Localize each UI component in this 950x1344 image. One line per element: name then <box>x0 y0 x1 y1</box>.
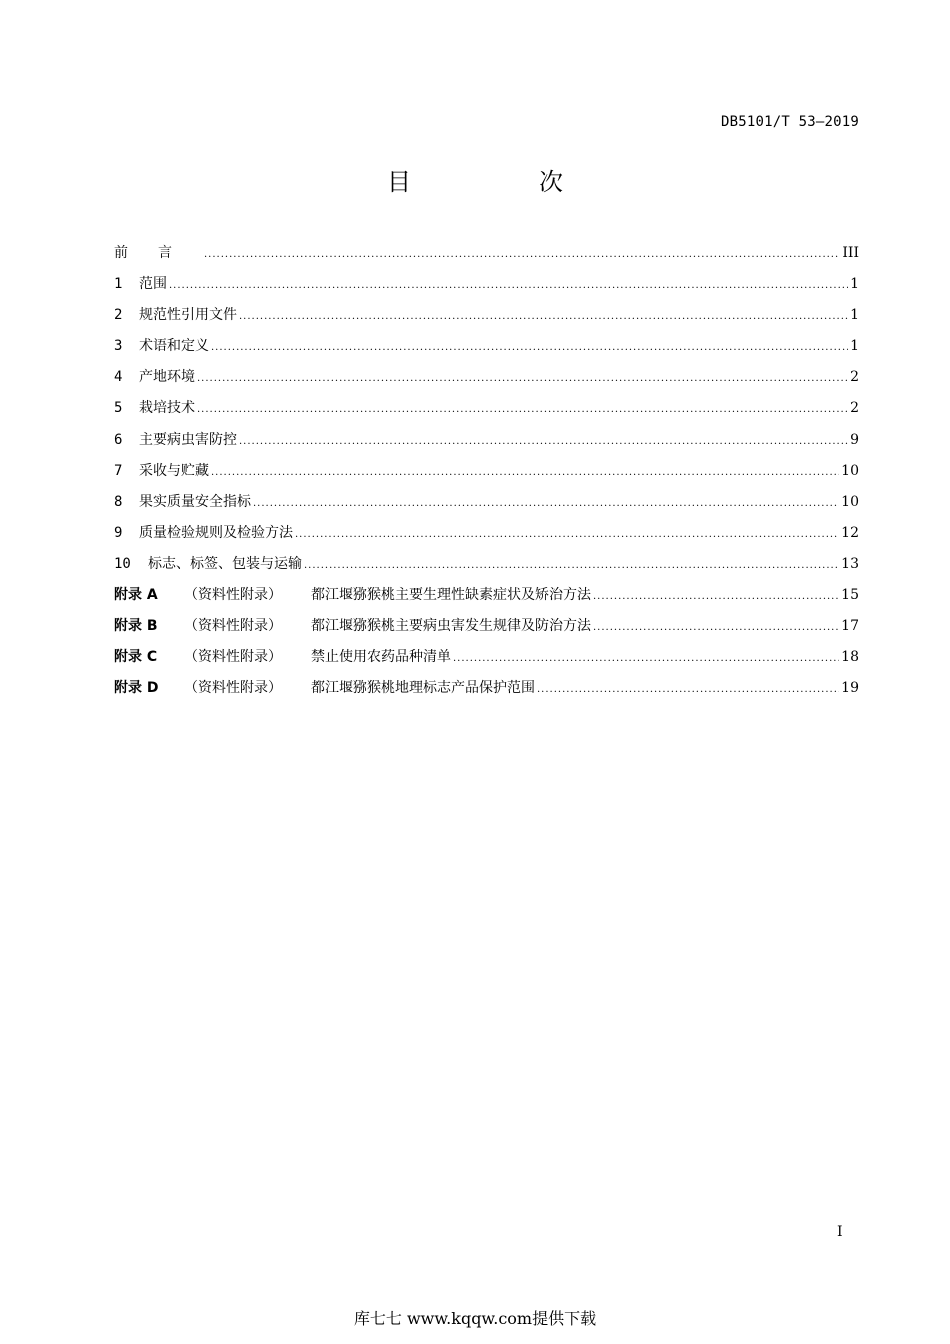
toc-annex-kind: （资料性附录） <box>184 587 282 604</box>
toc-entry-title: 都江堰猕猴桃主要生理性缺素症状及矫治方法 <box>311 587 591 604</box>
toc-leader-dots <box>537 684 839 695</box>
toc-leader-dots <box>304 560 839 571</box>
toc-entry-title: 都江堰猕猴桃主要病虫害发生规律及防治方法 <box>311 618 591 635</box>
toc-entry-title: 主要病虫害防控 <box>139 431 237 448</box>
toc-entry-page: 1 <box>850 338 859 355</box>
toc-leader-dots <box>204 249 840 260</box>
toc-entry-section-7[interactable] <box>114 460 859 491</box>
toc-entry-title: 前言 <box>114 245 202 261</box>
toc-entry-title: 标志、标签、包装与运输 <box>148 555 302 572</box>
toc-entry-section-9[interactable] <box>114 522 859 553</box>
toc-leader-dots <box>211 467 839 478</box>
toc-entry-number: 7 <box>114 462 123 479</box>
download-source-note: 库七七 www.kqqw.com提供下载 <box>353 1309 597 1328</box>
toc-entry-annex-d[interactable] <box>114 677 859 708</box>
toc-leader-dots <box>169 280 848 291</box>
toc-entry-page: 15 <box>841 587 859 604</box>
toc-leader-dots <box>211 342 848 353</box>
toc-leader-dots <box>253 498 839 509</box>
toc-entry-page: 18 <box>841 649 859 666</box>
toc-entry-section-2[interactable] <box>114 304 859 335</box>
toc-entry-number: 6 <box>114 431 123 448</box>
toc-entry-preface[interactable] <box>114 242 859 273</box>
toc-entry-number: 10 <box>114 555 131 572</box>
toc-leader-dots <box>239 311 848 322</box>
toc-entry-section-10[interactable] <box>114 553 859 584</box>
toc-leader-dots <box>453 653 839 664</box>
toc-entry-number: 8 <box>114 493 123 510</box>
toc-entry-page: III <box>842 245 859 261</box>
toc-leader-dots <box>593 591 839 602</box>
page-title: 目 次 <box>387 168 615 196</box>
toc-annex-kind: （资料性附录） <box>184 618 282 635</box>
toc-leader-dots <box>197 404 848 415</box>
toc-entry-page: 2 <box>850 400 859 417</box>
toc-entry-title: 都江堰猕猴桃地理标志产品保护范围 <box>311 680 535 697</box>
toc-entry-title: 产地环境 <box>139 369 195 386</box>
toc-annex-prefix: 附录 D <box>114 680 159 697</box>
toc-entry-title: 禁止使用农药品种清单 <box>311 649 451 666</box>
page-number: I <box>837 1224 843 1240</box>
toc-entry-page: 2 <box>850 369 859 386</box>
toc-entry-number: 9 <box>114 524 123 541</box>
toc-leader-dots <box>295 529 839 540</box>
toc-annex-prefix: 附录 B <box>114 618 158 635</box>
toc-entry-page: 12 <box>841 524 859 541</box>
toc-annex-prefix: 附录 A <box>114 587 158 604</box>
toc-entry-section-4[interactable] <box>114 366 859 397</box>
toc-entry-page: 9 <box>850 431 859 448</box>
toc-entry-title: 栽培技术 <box>139 400 195 417</box>
toc-entry-number: 5 <box>114 400 123 417</box>
toc-entry-page: 19 <box>841 680 859 697</box>
toc-entry-title: 果实质量安全指标 <box>139 493 251 510</box>
toc-entry-page: 1 <box>850 307 859 324</box>
toc-leader-dots <box>197 373 848 384</box>
document-code: DB5101/T 53—2019 <box>720 114 859 130</box>
toc-entry-number: 2 <box>114 307 123 324</box>
toc-entry-number: 1 <box>114 276 123 293</box>
toc-entry-number: 3 <box>114 338 123 355</box>
toc-annex-kind: （资料性附录） <box>184 649 282 666</box>
toc-entry-annex-b[interactable] <box>114 615 859 646</box>
toc-entry-page: 17 <box>841 618 859 635</box>
toc-entry-section-1[interactable] <box>114 273 859 304</box>
toc-entry-title: 术语和定义 <box>139 338 209 355</box>
toc-entry-section-8[interactable] <box>114 491 859 522</box>
toc-entry-number: 4 <box>114 369 123 386</box>
toc-entry-page: 10 <box>841 462 859 479</box>
toc-entry-page: 1 <box>850 276 859 293</box>
toc-entry-title: 规范性引用文件 <box>139 307 237 324</box>
toc-entry-section-6[interactable] <box>114 429 859 460</box>
toc-entry-section-3[interactable] <box>114 335 859 366</box>
toc-entry-title: 范围 <box>139 276 167 293</box>
toc-leader-dots <box>239 436 848 447</box>
toc-entry-title: 质量检验规则及检验方法 <box>139 524 293 541</box>
toc-annex-kind: （资料性附录） <box>184 680 282 697</box>
toc-entry-page: 13 <box>841 555 859 572</box>
toc-entry-annex-a[interactable] <box>114 584 859 615</box>
toc-entry-annex-c[interactable] <box>114 646 859 677</box>
toc-annex-prefix: 附录 C <box>114 649 158 666</box>
toc-entry-section-5[interactable] <box>114 397 859 428</box>
table-of-contents <box>114 242 859 708</box>
toc-entry-title: 采收与贮藏 <box>139 462 209 479</box>
toc-leader-dots <box>593 622 839 633</box>
toc-entry-page: 10 <box>841 493 859 510</box>
